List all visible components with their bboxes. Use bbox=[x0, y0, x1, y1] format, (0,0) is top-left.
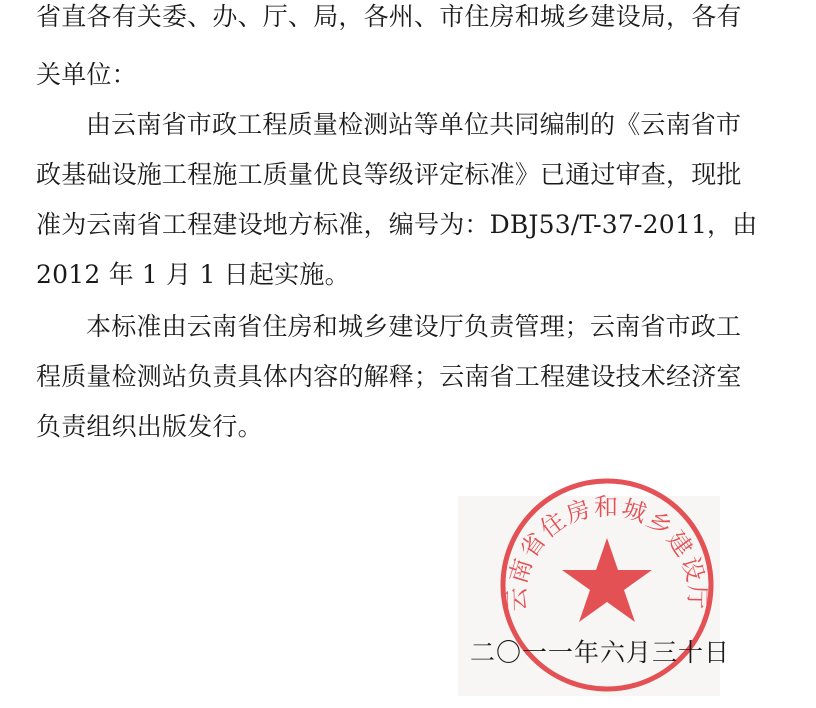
notice-line-2: 关单位： bbox=[36, 60, 137, 89]
seal-text: 云南省住房和城乡建设厅 bbox=[502, 492, 712, 612]
notice-line-6: 2012 年 1 月 1 日起实施。 bbox=[36, 260, 350, 289]
notice-line-7: 本标准由云南省住房和城乡建设厅负责管理；云南省市政工 bbox=[86, 312, 742, 341]
issue-date: 二〇一一年六月三十日 bbox=[470, 638, 731, 667]
notice-line-8: 程质量检测站负责具体内容的解释；云南省工程建设技术经济室 bbox=[36, 362, 742, 391]
notice-line-3: 由云南省市政工程质量检测站等单位共同编制的《云南省市 bbox=[86, 110, 742, 139]
notice-line-1: 省直各有关委、办、厅、局，各州、市住房和城乡建设局，各有 bbox=[36, 2, 742, 31]
notice-line-9: 负责组织出版发行。 bbox=[36, 412, 263, 441]
seal-star-icon bbox=[562, 538, 652, 622]
notice-line-4: 政基础设施工程施工质量优良等级评定标准》已通过审查，现批 bbox=[36, 160, 742, 189]
notice-line-5: 准为云南省工程建设地方标准，编号为：DBJ53/T-37-2011，由 bbox=[36, 210, 758, 239]
